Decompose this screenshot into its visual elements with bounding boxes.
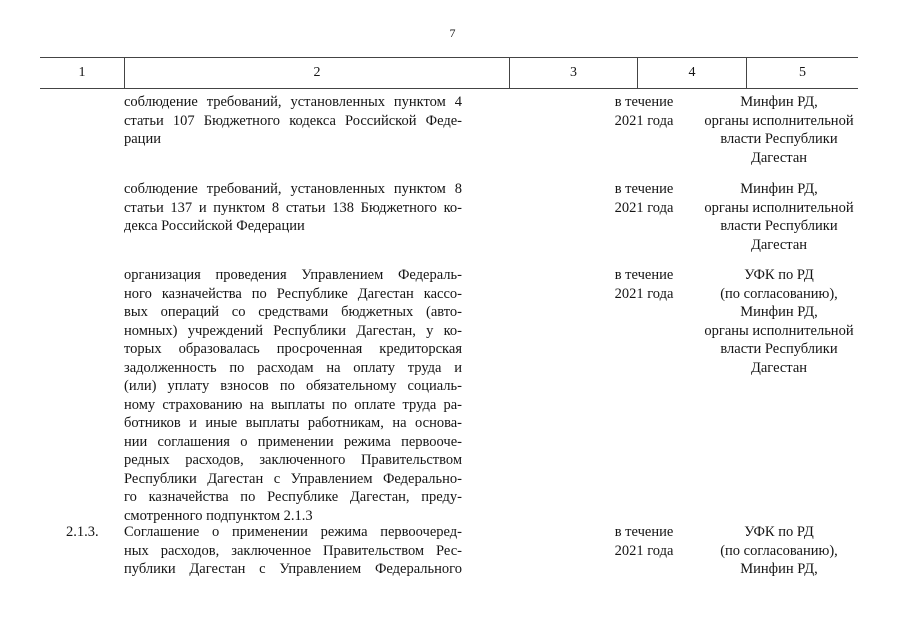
text-line: УФК по РД (744, 524, 814, 540)
text-line: ботников и иные выплаты работникам, на основа- (124, 415, 462, 431)
text-line: органы исполнительной (704, 112, 854, 129)
row-3-description (124, 266, 462, 525)
row-1-responsible (700, 93, 858, 167)
text-line: го казначейства по Республике Дагестан, преду- (124, 489, 462, 505)
text-line: Минфин РД, (740, 94, 818, 110)
text-line: в течение (614, 181, 674, 197)
text-line: (по согласованию), (720, 542, 838, 559)
text-line: ного казначейства по Республике Дагестан кассо- (124, 285, 462, 302)
text-line: Дагестан (750, 149, 808, 166)
text-line: в течение (614, 267, 674, 283)
text-line: нии соглашения о применении режима первооче- (124, 433, 462, 450)
column-header-5: 5 (799, 65, 806, 80)
row-4-responsible (700, 523, 858, 579)
column-header-2: 2 (313, 65, 321, 80)
text-line: Соглашение о применении режима первоочеред- (124, 524, 462, 540)
text-line: органы исполнительной (704, 322, 854, 339)
row-3-responsible (700, 266, 858, 377)
text-line: вых операций со средствами бюджетных (авто- (124, 304, 462, 320)
text-line: декса Российской Федерации (124, 218, 305, 234)
text-line: 2021 года (614, 199, 674, 216)
text-line: власти Республики (720, 218, 838, 234)
row-4-term (600, 523, 688, 560)
text-line: статьи 137 и пунктом 8 статьи 138 Бюджетного ко- (124, 199, 462, 216)
text-line: смотренного подпунктом 2.1.3 (124, 507, 313, 524)
row-1-term (600, 93, 688, 130)
text-line: номных) учреждений Республики Дагестан, у ко- (124, 322, 462, 339)
text-line: рации (124, 131, 161, 147)
text-line: редных расходов, заключенного Правительством (124, 452, 462, 468)
text-line: Минфин РД, (740, 561, 818, 577)
text-line: 2021 года (614, 542, 674, 559)
text-line: в течение (614, 94, 674, 110)
text-line: Республики Дагестан с Управлением Федерально- (124, 470, 462, 487)
column-header-1: 1 (78, 65, 86, 80)
text-line: Дагестан (750, 236, 808, 253)
text-line: Минфин РД, (740, 181, 818, 197)
row-4-number: 2.1.3. (66, 524, 99, 540)
text-line: статьи 107 Бюджетного кодекса Российской Феде- (124, 112, 462, 129)
text-line: 2021 года (614, 112, 674, 129)
text-line: торых образовалась просроченная кредиторская (124, 341, 462, 357)
text-line: ных расходов, заключенное Правительством Рес- (124, 542, 462, 559)
row-1-description (124, 93, 462, 149)
text-line: соблюдение требований, установленных пунктом 8 (124, 181, 462, 197)
text-line: УФК по РД (744, 267, 814, 283)
text-line: в течение (614, 524, 674, 540)
text-line: задолженность по расходам на оплату труда и (124, 359, 462, 376)
text-line: публики Дагестан с Управлением Федерального (124, 561, 462, 577)
text-line: соблюдение требований, установленных пунктом 4 (124, 94, 462, 110)
page-number: 7 (449, 26, 456, 40)
text-line: организация проведения Управлением Федераль- (124, 267, 462, 283)
text-line: 2021 года (614, 285, 674, 302)
text-line: власти Республики (720, 341, 838, 357)
table-header-row (40, 57, 858, 89)
row-2-description (124, 180, 462, 236)
text-line: ному страхованию на выплаты по оплате труда ра- (124, 396, 462, 413)
column-header-3: 3 (570, 65, 577, 80)
row-2-term (600, 180, 688, 217)
text-line: Дагестан (750, 359, 808, 376)
row-4-description (124, 523, 462, 579)
text-line: органы исполнительной (704, 199, 854, 216)
text-line: (по согласованию), (720, 285, 838, 302)
text-line: (или) уплату взносов по обязательному социаль- (124, 378, 462, 394)
column-header-4: 4 (688, 65, 696, 80)
row-2-responsible (700, 180, 858, 254)
text-line: власти Республики (720, 131, 838, 147)
text-line: Минфин РД, (740, 304, 818, 320)
row-3-term (600, 266, 688, 303)
